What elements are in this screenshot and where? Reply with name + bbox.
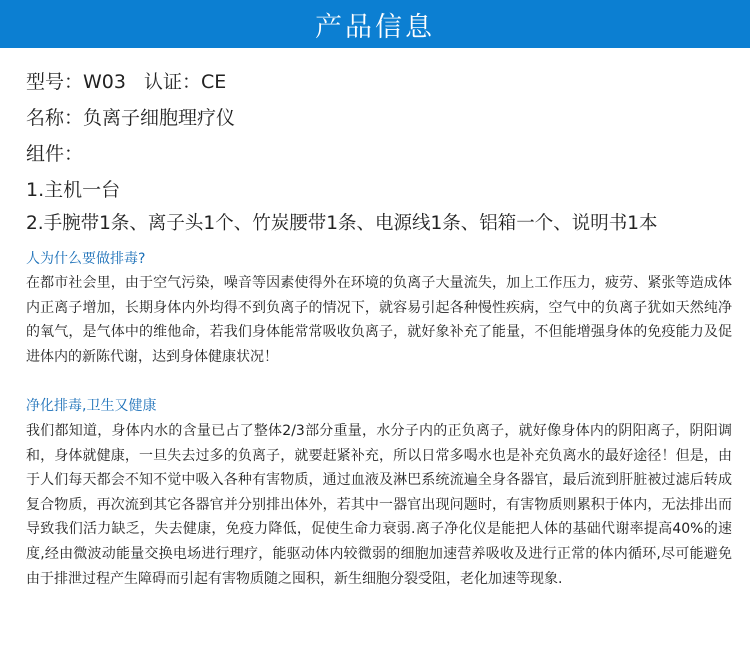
section-title-detox: 人为什么要做排毒? [26, 251, 146, 267]
header-title: 产品信息 [315, 11, 435, 43]
section-body-purify: 我们都知道，身体内水的含量已占了整体2/3部分重量，水分子内的正负离子，就好像身体内的阴阳离子，阴阳调和，身体就健康，一旦失去过多的负离子，就要赶紧补充，所以日常多喝水也是补充负离水的最好途径！但是，由于人们每天都会不知不觉中吸入各种有害物质，通过血液及淋巴系统流遍全身各器官，最后流到肝脏被过滤后转成复合物质，再次流到其它各器官并分别排出体外，若其中一器官出现问题时，有害物质则累积于体内，无法排出而导致我们活力缺乏，失去健康，免疫力降低，促使生命力衰弱.离子净化仪是能把人体的基础代谢率提高40%的速度,经由微波动能量交换电场进行理疗，能驱动体内较微弱的细胞加速营养吸收及进行正常的体内循环,尽可能避免由于排泄过程产生障碍而引起有害物质随之囤积，新生细胞分裂受阻，老化加速等现象. [26, 423, 732, 587]
components-line: 组件： [26, 143, 84, 165]
section-body-detox: 在都市社会里，由于空气污染，噪音等因素使得外在环境的负离子大量流失，加上工作压力，疲劳、紧张等造成体内正离子增加，长期身体内外均得不到负离子的情况下，就容易引起各种慢性疾病，空气中的负离子犹如天然纯净的氧气，是气体中的维他命，若我们身体能常常吸收负离子，就好象补充了能量，不但能增强身体的免疫能力及促进体内的新陈代谢，达到身体健康状况！ [26, 275, 732, 365]
model-cert-line [26, 67, 746, 94]
header-banner [0, 0, 750, 48]
product-name-line: 名称：负离子细胞理疗仪 [26, 107, 236, 129]
section-title-purify: 净化排毒,卫生又健康 [26, 398, 157, 414]
component-item-2: 2.手腕带1条、离子头1个、竹炭腰带1条、电源线1条、铝箱一个、说明书1本 [26, 213, 658, 234]
component-item-1: 1.主机一台 [26, 179, 121, 201]
cert-label: 认证：CE [143, 71, 227, 93]
model-label: 型号：W03 [26, 71, 126, 93]
